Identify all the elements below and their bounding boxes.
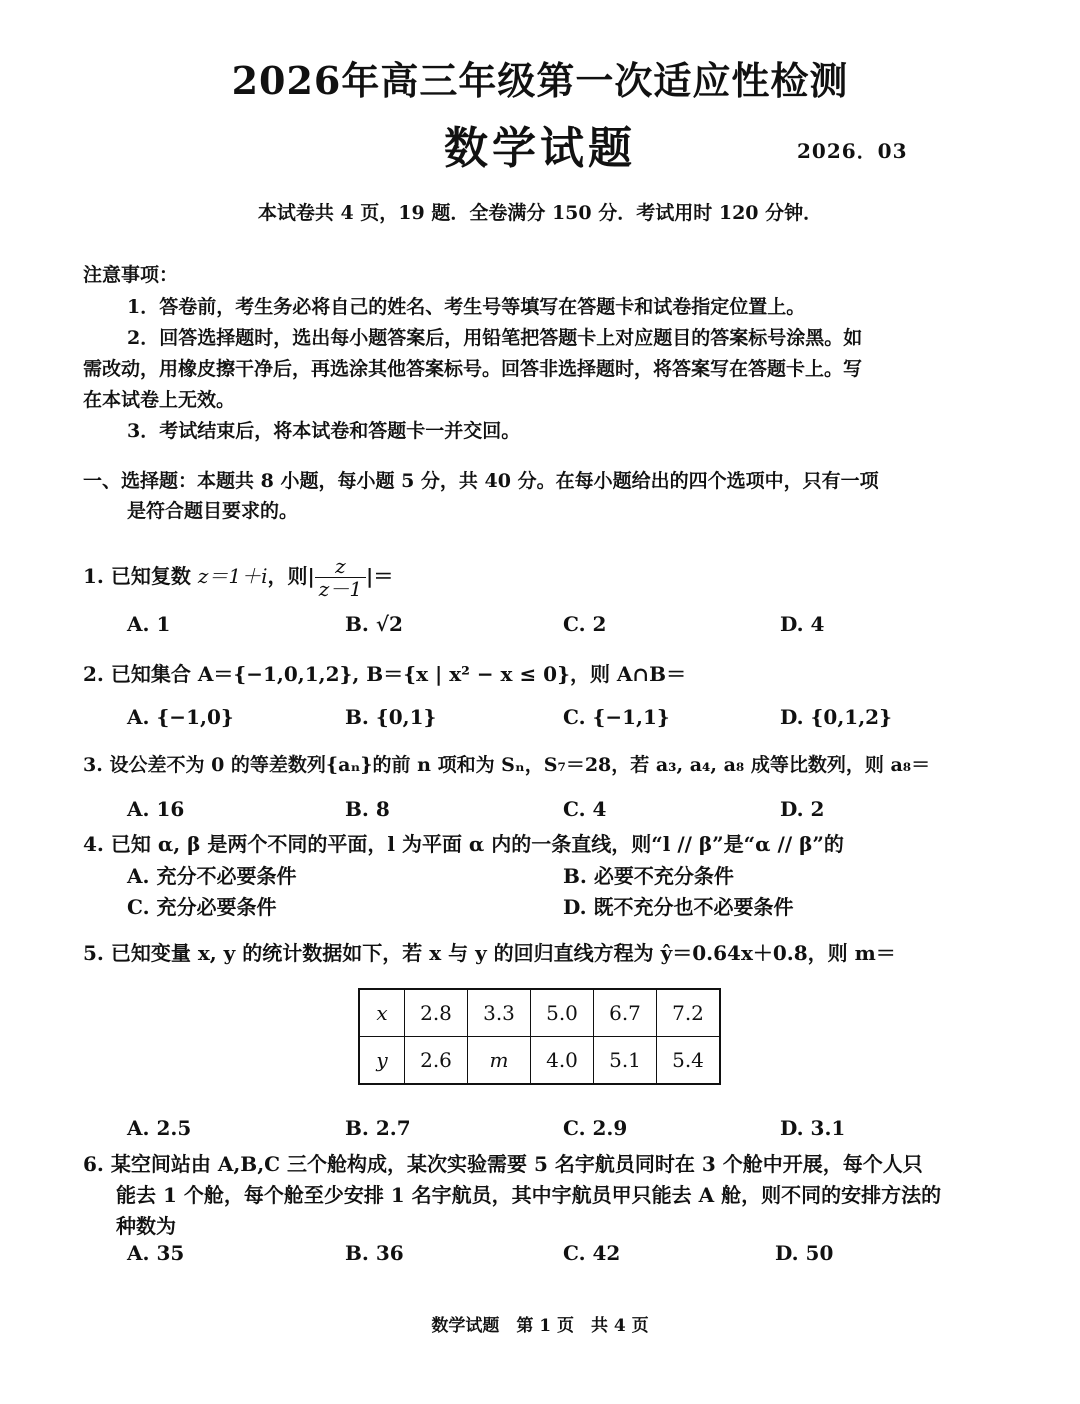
question-4 — [83, 828, 844, 857]
q5-option-b: B. 2.7 — [345, 1116, 411, 1140]
q5-option-d: D. 3.1 — [780, 1116, 846, 1140]
question-6-line3: 种数为 — [116, 1214, 176, 1238]
question-text: ，则| — [267, 564, 315, 588]
q5-option-c: C. 2.9 — [563, 1116, 628, 1140]
q6-option-d: D. 50 — [775, 1241, 834, 1265]
exam-date: 2026．03 — [797, 139, 908, 163]
fraction-numerator: z — [315, 555, 366, 578]
q2-option-c: C. {−1,1} — [563, 705, 670, 729]
q6-option-c: C. 42 — [563, 1241, 621, 1265]
question-2 — [83, 658, 686, 687]
q3-option-c: C. 4 — [563, 797, 607, 821]
exam-title: 2026年高三年级第一次适应性检测 — [231, 58, 849, 103]
question-number: 6. — [83, 1152, 104, 1176]
question-text: 已知复数 — [110, 564, 191, 588]
question-5 — [83, 937, 896, 966]
table-cell: 2.8 — [405, 989, 468, 1037]
table-cell: 6.7 — [594, 989, 657, 1037]
question-number: 4. — [83, 832, 104, 856]
question-number: 3. — [83, 754, 103, 776]
q2-option-a: A. {−1,0} — [127, 705, 234, 729]
notice-item-1: 1．答卷前，考生务必将自己的姓名、考生号等填写在答题卡和试卷指定位置上。 — [127, 296, 806, 318]
question-text: 某空间站由 A,B,C 三个舱构成，某次实验需要 5 名宇航员同时在 3 个舱中开展，每个人只 — [110, 1152, 923, 1176]
table-cell: 5.4 — [657, 1037, 721, 1085]
q3-option-a: A. 16 — [127, 797, 185, 821]
table-cell: 5.0 — [531, 989, 594, 1037]
q5-option-a: A. 2.5 — [127, 1116, 192, 1140]
table-cell: 5.1 — [594, 1037, 657, 1085]
question-number: 5. — [83, 941, 104, 965]
question-text: 已知 α, β 是两个不同的平面，l 为平面 α 内的一条直线，则“l // β”是“α // β”的 — [110, 832, 844, 856]
fraction-denominator: z－1 — [318, 577, 363, 601]
table-cell: x — [359, 989, 405, 1037]
q3-option-b: B. 8 — [345, 797, 390, 821]
notice-item-3: 3．考试结束后，将本试卷和答题卡一并交回。 — [127, 420, 521, 442]
q4-option-b: B. 必要不充分条件 — [563, 864, 734, 888]
q1-option-b: B. √2 — [345, 612, 403, 636]
table-cell: 7.2 — [657, 989, 721, 1037]
q4-option-a: A. 充分不必要条件 — [127, 864, 297, 888]
page-footer: 数学试题 第 1 页 共 4 页 — [431, 1316, 649, 1336]
notice-item-2-line1: 2．回答选择题时，选出每小题答案后，用铅笔把答题卡上对应题目的答案标号涂黑。如 — [127, 327, 863, 349]
table-cell: y — [359, 1037, 405, 1085]
section-heading: 一、选择题：本题共 8 小题，每小题 5 分，共 40 分。在每小题给出的四个选项中，只有一项 — [83, 470, 879, 492]
question-6-line2: 能去 1 个舱，每个舱至少安排 1 名宇航员，其中宇航员甲只能去 A 舱，则不同的安排方法的 — [116, 1183, 942, 1207]
q2-option-d: D. {0,1,2} — [780, 705, 892, 729]
table-row — [359, 989, 720, 1037]
question-text: 已知集合 A＝{−1,0,1,2}, B＝{x | x² − x ≤ 0}，则 A∩B＝ — [110, 662, 687, 686]
question-3 — [83, 750, 930, 777]
notice-item-2-line3: 在本试卷上无效。 — [83, 389, 236, 411]
question-number: 1. — [83, 564, 104, 588]
question-6 — [83, 1148, 923, 1177]
fraction — [315, 555, 366, 600]
q6-option-a: A. 35 — [127, 1241, 185, 1265]
q3-option-d: D. 2 — [780, 797, 825, 821]
table-row — [359, 1037, 720, 1085]
exam-summary: 本试卷共 4 页，19 题．全卷满分 150 分．考试用时 120 分钟． — [257, 202, 823, 224]
question-text: |＝ — [366, 564, 394, 588]
q6-option-b: B. 36 — [345, 1241, 404, 1265]
table-cell: 4.0 — [531, 1037, 594, 1085]
table-cell: m — [468, 1037, 531, 1085]
section-heading-cont: 是符合题目要求的。 — [127, 500, 299, 522]
question-number: 2. — [83, 662, 104, 686]
table-cell: 3.3 — [468, 989, 531, 1037]
question-1 — [83, 555, 393, 600]
notice-heading: 注意事项： — [83, 264, 179, 286]
q4-option-c: C. 充分必要条件 — [127, 895, 277, 919]
question-text: 设公差不为 0 的等差数列{aₙ}的前 n 项和为 Sₙ，S₇＝28，若 a₃, a₄, a₈ 成等比数列，则 a₈＝ — [109, 754, 931, 776]
q1-option-c: C. 2 — [563, 612, 607, 636]
q1-option-d: D. 4 — [780, 612, 825, 636]
question-expr: z＝1＋i — [197, 564, 268, 588]
q2-option-b: B. {0,1} — [345, 705, 437, 729]
notice-item-2-line2: 需改动，用橡皮擦干净后，再选涂其他答案标号。回答非选择题时，将答案写在答题卡上。写 — [83, 358, 863, 380]
subject-title: 数学试题 — [444, 123, 636, 174]
data-table — [358, 988, 721, 1085]
table-cell: 2.6 — [405, 1037, 468, 1085]
question-text: 已知变量 x, y 的统计数据如下，若 x 与 y 的回归直线方程为 ŷ＝0.64x＋0.8，则 m＝ — [110, 941, 896, 965]
q4-option-d: D. 既不充分也不必要条件 — [563, 895, 794, 919]
q1-option-a: A. 1 — [127, 612, 171, 636]
